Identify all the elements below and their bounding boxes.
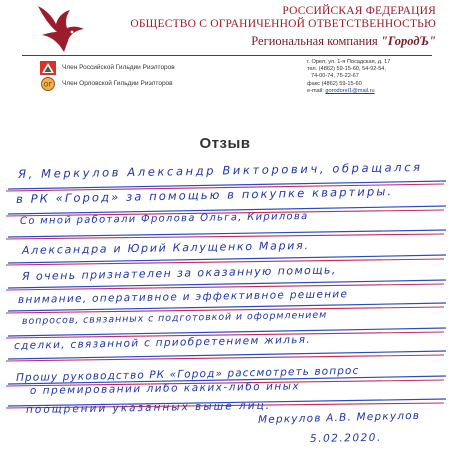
signature-date: 5.02.2020. [309,431,382,445]
member-russian-guild: Член Российской Гильдии Риэлторов [62,64,175,71]
contact-email-link[interactable]: gorodorel1@mail.ru [325,87,375,94]
contact-phones-1: тел. (4862) 59-15-60, 54-92-54, [307,66,386,73]
handwriting-line-5: Я очень признателен за оказанную помощь, [21,263,337,283]
handwriting-line-6: внимание, оперативное и эффективное решение [17,288,349,306]
header-company-type: ОБЩЕСТВО С ОГРАНИЧЕННОЙ ОТВЕТСТВЕННОСТЬЮ [130,18,436,30]
svg-text:ОГ: ОГ [43,81,53,89]
contact-address: г. Орел, ул. 1-я Посадская, д. 17 [307,59,391,65]
member-orel-guild: Член Орловской Гильдии Риэлторов [62,80,173,87]
header-country: РОССИЙСКАЯ ФЕДЕРАЦИЯ [282,5,436,17]
handwriting-line-10: о премировании либо каких-либо иных [29,380,301,397]
handwriting-line-2: в РК «Город» за помощью в покупке квартиры. [15,184,394,206]
contact-email-label: e-mail: [307,87,324,94]
handwriting-line-9: Прошу руководство РК «Город» рассмотреть вопрос [15,364,360,384]
handwriting-line-3: Со мной работали Фролова Ольга, Кирилова [19,210,309,227]
handwriting-line-7: вопросов, связанных с подготовкой и оформлением [21,309,328,327]
handwriting-line-11: поощрений указанных выше лиц. [25,399,272,416]
company-prefix: Региональная компания [251,34,381,48]
company-brand: "ГородЪ" [380,34,436,48]
handwriting-line-4: Александра и Юрий Калущенко Мария. [21,238,310,257]
handwriting-line-1: Я, Меркулов Александр Викторович, обращался [17,159,423,181]
page-title: Отзыв [199,135,251,152]
contact-fax: факс (4862) 59-15-60 [307,80,362,87]
handwriting-line-8: сделки, связанной с приобретением жилья. [13,333,312,352]
contact-phones-2: 74-00-74, 75-22-67 [311,73,359,80]
signature: Меркулов А.В. Меркулов [257,409,421,426]
